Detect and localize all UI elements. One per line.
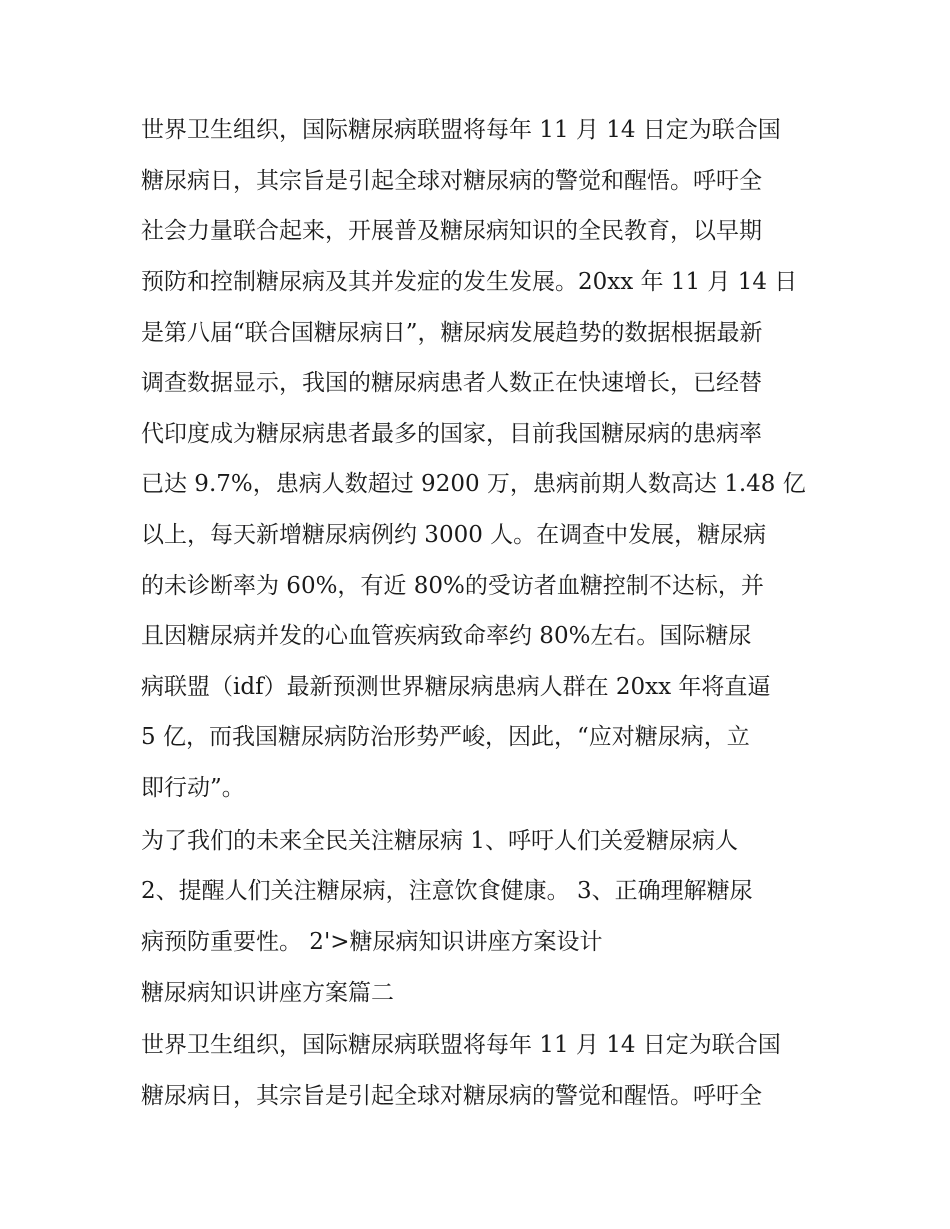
- text-line: 是第八届“联合国糖尿病日”，糖尿病发展趋势的数据根据最新: [141, 320, 763, 346]
- text-line: 世界卫生组织，国际糖尿病联盟将每年 11 月 14 日定为联合国: [141, 1032, 781, 1058]
- text-line: 2、提醒人们关注糖尿病，注意饮食健康。 3、正确理解糖尿: [141, 878, 753, 904]
- text-line: 的未诊断率为 60%，有近 80%的受访者血糖控制不达标，并: [141, 573, 764, 599]
- text-line: 病预防重要性。 2'>糖尿病知识讲座方案设计: [141, 929, 603, 955]
- text-line: 以上，每天新增糖尿病例约 3000 人。在调查中发展，糖尿病: [141, 522, 767, 548]
- text-line: 且因糖尿病并发的心血管疾病致命率约 80%左右。国际糖尿: [141, 623, 752, 649]
- text-line: 糖尿病日，其宗旨是引起全球对糖尿病的警觉和醒悟。呼吁全: [141, 168, 762, 194]
- text-line: 病联盟（idf）最新预测世界糖尿病患病人群在 20xx 年将直逼: [141, 674, 771, 700]
- text-line: 5 亿，而我国糖尿病防治形势严峻，因此，“应对糖尿病，立: [141, 724, 750, 750]
- text-line: 糖尿病日，其宗旨是引起全球对糖尿病的警觉和醒悟。呼吁全: [141, 1083, 762, 1109]
- text-line: 预防和控制糖尿病及其并发症的发生发展。20xx 年 11 月 14 日: [141, 269, 798, 295]
- text-line: 代印度成为糖尿病患者最多的国家，目前我国糖尿病的患病率: [141, 421, 762, 447]
- text-line: 调查数据显示，我国的糖尿病患者人数正在快速增长，已经替: [141, 370, 762, 396]
- section-heading: 糖尿病知识讲座方案篇二: [141, 980, 394, 1006]
- text-line: 已达 9.7%，患病人数超过 9200 万，患病前期人数高达 1.48 亿: [141, 471, 806, 497]
- text-line: 即行动”。: [141, 775, 245, 801]
- text-line: 社会力量联合起来，开展普及糖尿病知识的全民教育，以早期: [141, 218, 762, 244]
- text-line: 世界卫生组织，国际糖尿病联盟将每年 11 月 14 日定为联合国: [141, 117, 781, 143]
- text-line: 为了我们的未来全民关注糖尿病 1、呼吁人们关爱糖尿病人: [141, 828, 738, 854]
